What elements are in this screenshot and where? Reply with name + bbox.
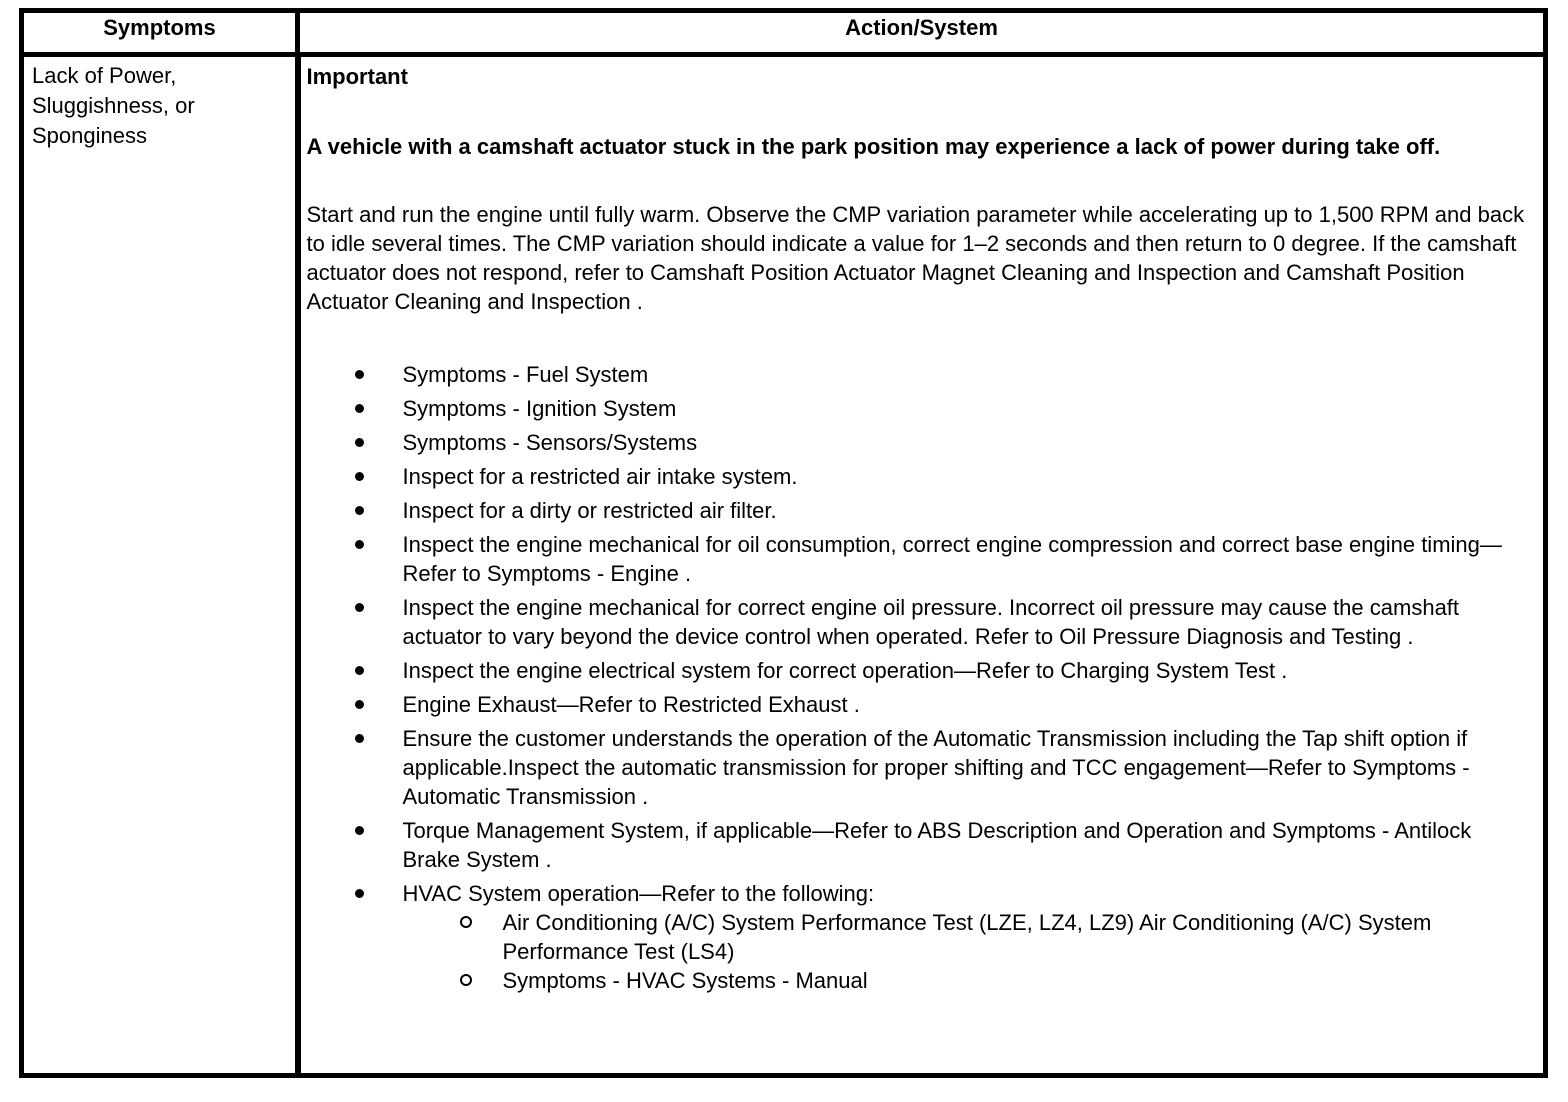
important-notice-text: A vehicle with a camshaft actuator stuck in the park position may experience a lack of power during take off. [306, 134, 1441, 159]
list-item-row [353, 360, 1534, 389]
symptom-action-table [19, 8, 1548, 1078]
bullet-icon [353, 656, 403, 685]
list-item-label: Symptoms - Ignition System [402, 396, 677, 421]
circle-bullet-icon [458, 966, 503, 995]
list-item [353, 394, 1534, 423]
list-item [353, 879, 1534, 995]
bullet-icon [353, 530, 403, 588]
bullet-icon [353, 593, 403, 651]
list-item [353, 496, 1534, 525]
symptoms-column-header: Symptoms [22, 11, 298, 55]
list-item [353, 690, 1534, 719]
list-item-label: Torque Management System, if applicable—Refer to ABS Description and Operation and Symptoms - Antilock Brake System . [402, 818, 1472, 872]
list-item-row [353, 879, 1534, 908]
list-item-label: Symptoms - Fuel System [402, 362, 649, 387]
list-item-row [353, 428, 1534, 457]
list-item [353, 530, 1534, 588]
symptom-cell: Lack of Power, Sluggishness, or Sponginess [22, 55, 298, 1076]
bullet-icon [353, 428, 403, 457]
list-item-label: Symptoms - HVAC Systems - Manual [502, 968, 868, 993]
list-item [353, 593, 1534, 651]
list-item-row [353, 690, 1534, 719]
circle-bullet-icon [458, 908, 503, 966]
sub-list [353, 908, 1534, 995]
list-item-label: Inspect the engine mechanical for correct engine oil pressure. Incorrect oil pressure may cause the camshaft actuator to vary beyond the device control when operated. Refer to Oil Pressure Diagnosis and Testing . [402, 595, 1460, 649]
action-cell [298, 55, 1546, 1076]
bullet-icon [353, 816, 403, 874]
list-item-row [458, 908, 1534, 966]
list-item [353, 462, 1534, 491]
list-item [353, 360, 1534, 389]
action-list [307, 360, 1534, 995]
important-label: Important [306, 64, 408, 89]
list-item-row [353, 462, 1534, 491]
bullet-icon [353, 496, 403, 525]
bullet-icon [353, 462, 403, 491]
list-item-row [353, 724, 1534, 811]
list-item-label: Inspect the engine electrical system for correct operation—Refer to Charging System Test . [402, 658, 1288, 683]
list-item-label: Air Conditioning (A/C) System Performance Test (LZE, LZ4, LZ9) Air Conditioning (A/C) System Performance Test (LS4) [502, 910, 1432, 964]
sub-list-item [458, 908, 1534, 966]
list-item-label: Ensure the customer understands the operation of the Automatic Transmission including the Tap shift option if applicable.Inspect the automatic transmission for proper shifting and TCC engagement—Refer to Symptoms - Automatic Transmission . [402, 726, 1470, 809]
list-item-row [353, 530, 1534, 588]
bullet-icon [353, 360, 403, 389]
list-item-label: Inspect the engine mechanical for oil consumption, correct engine compression and correct base engine timing—Refer to Symptoms - Engine . [402, 532, 1502, 586]
list-item-row [458, 966, 1534, 995]
bullet-icon [353, 690, 403, 719]
list-item-label: Symptoms - Sensors/Systems [402, 430, 698, 455]
list-item-row [353, 593, 1534, 651]
bullet-icon [353, 394, 403, 423]
bullet-icon [353, 879, 403, 908]
list-item [353, 656, 1534, 685]
list-item-row [353, 816, 1534, 874]
list-item-row [353, 394, 1534, 423]
list-item-label: Engine Exhaust—Refer to Restricted Exhaust . [402, 692, 860, 717]
list-item [353, 428, 1534, 457]
diagnostic-procedure-paragraph: Start and run the engine until fully warm. Observe the CMP variation parameter while accelerating up to 1,500 RPM and back to idle several times. The CMP variation should indicate a value for 1–2 seconds and then return to 0 degree. If the camshaft actuator does not respond, refer to Camshaft Position Actuator Magnet Cleaning and Inspection and Camshaft Position Actuator Cleaning and Inspection . [306, 202, 1525, 314]
list-item [353, 816, 1534, 874]
sub-list-item [458, 966, 1534, 995]
bullet-icon [353, 724, 403, 811]
list-item-label: Inspect for a restricted air intake system. [402, 464, 798, 489]
table-row [22, 55, 1546, 1076]
list-item [353, 724, 1534, 811]
header-row [22, 11, 1546, 55]
list-item-row [353, 656, 1534, 685]
action-system-column-header: Action/System [298, 11, 1546, 55]
list-item-label: Inspect for a dirty or restricted air filter. [402, 498, 777, 523]
list-item-row [353, 496, 1534, 525]
list-item-label: HVAC System operation—Refer to the following: [402, 881, 875, 906]
